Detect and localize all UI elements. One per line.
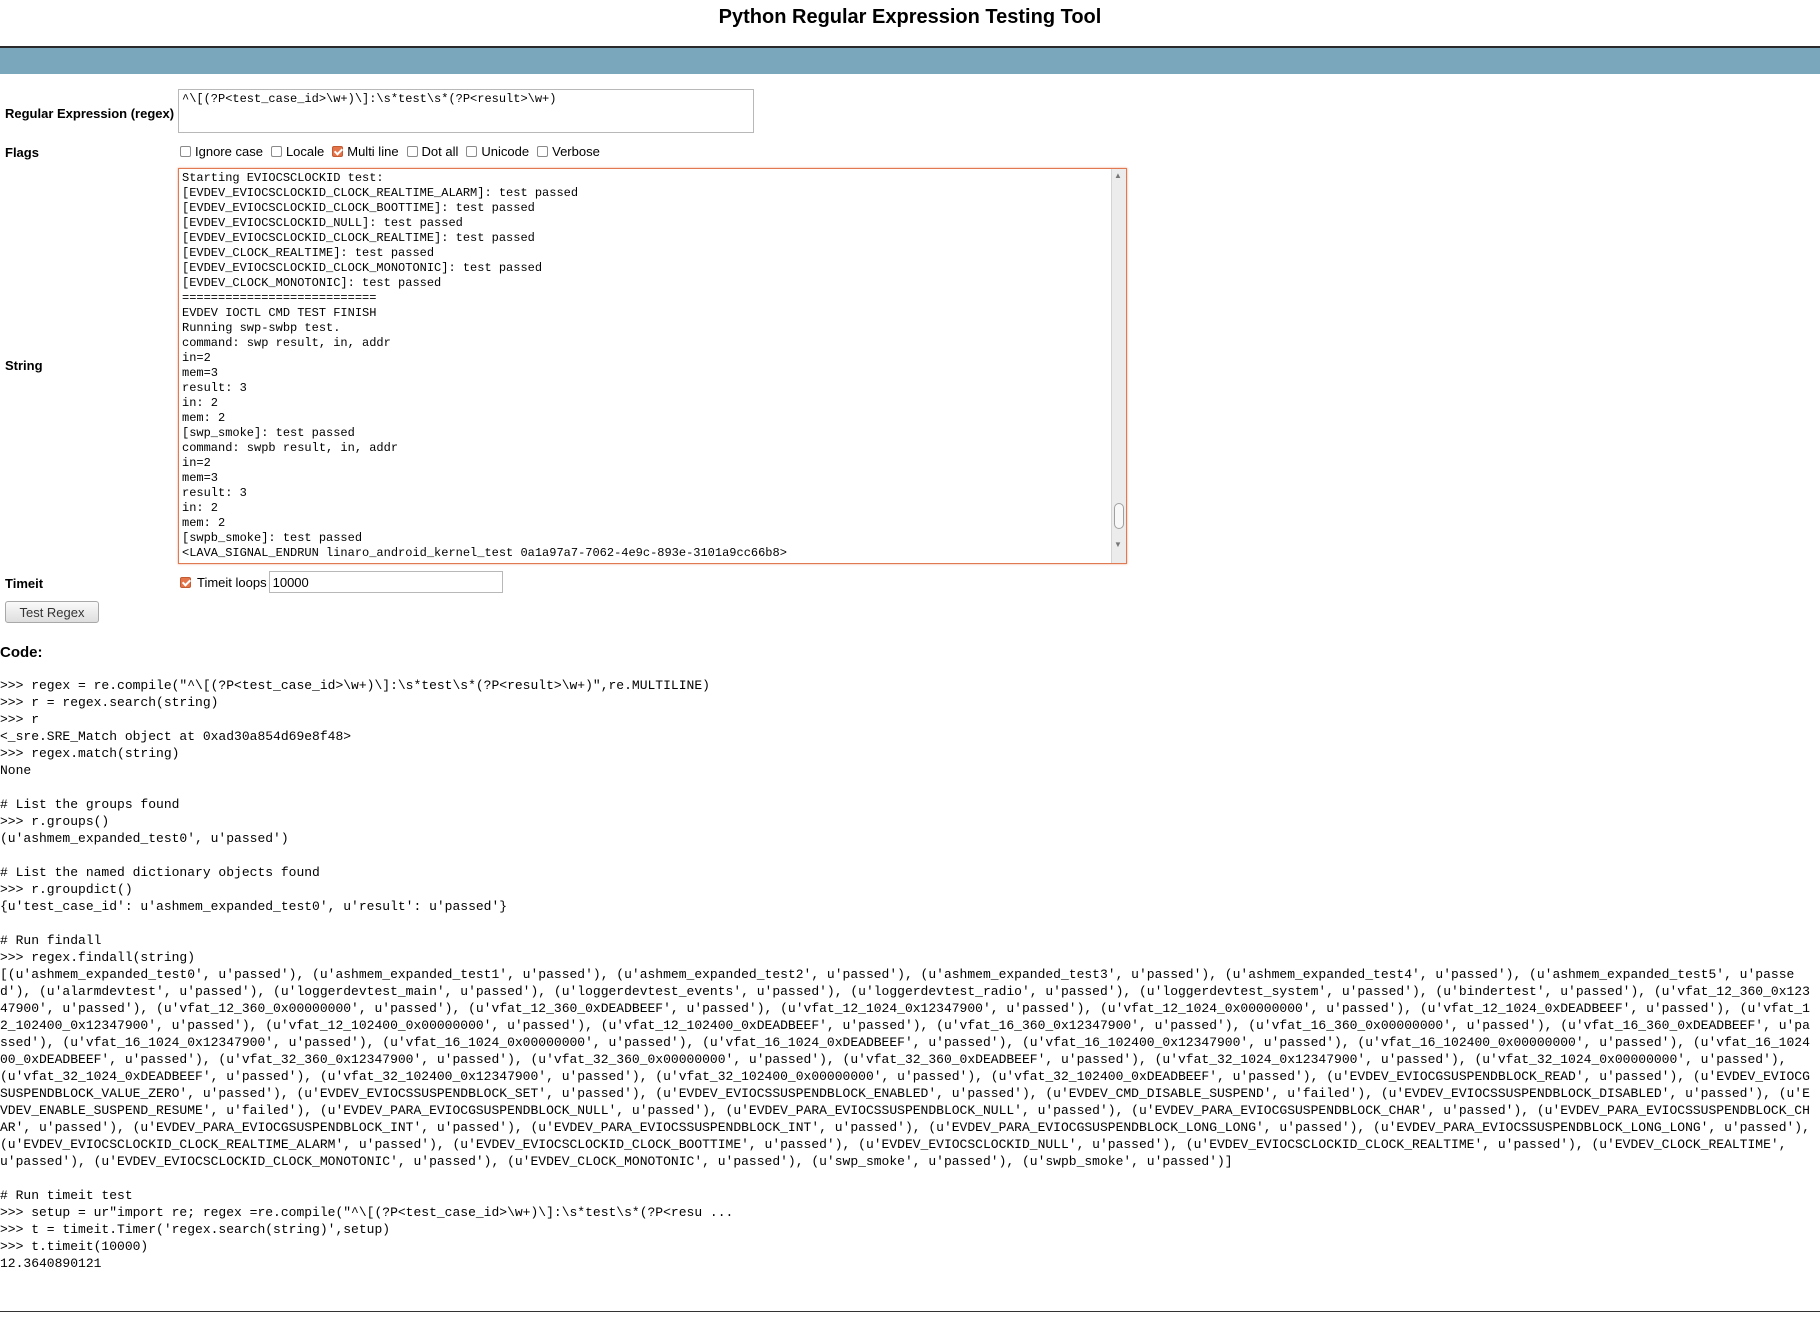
flag-label: Multi line xyxy=(347,144,399,159)
header-band xyxy=(0,48,1820,74)
timeit-label: Timeit xyxy=(5,576,44,591)
flags-label: Flags xyxy=(5,145,39,160)
page-title: Python Regular Expression Testing Tool xyxy=(718,6,1102,28)
flag-label: Ignore case xyxy=(195,144,263,159)
flag-verbose[interactable] xyxy=(537,144,600,159)
flag-label: Locale xyxy=(285,144,325,159)
checkbox-multi-line[interactable] xyxy=(332,146,343,157)
checkbox-dot-all[interactable] xyxy=(407,146,418,157)
string-textarea[interactable] xyxy=(178,168,1127,564)
scroll-down-icon[interactable]: ▼ xyxy=(1114,540,1122,549)
scrollbar-thumb[interactable] xyxy=(1114,503,1124,529)
flag-ignore-case[interactable] xyxy=(180,144,263,159)
string-scrollbar[interactable] xyxy=(1111,169,1126,563)
flags-group xyxy=(180,144,608,159)
scroll-up-icon[interactable]: ▲ xyxy=(1114,171,1122,180)
checkbox-locale[interactable] xyxy=(271,146,282,157)
timeit-loops-input[interactable] xyxy=(269,571,503,593)
timeit-checkbox[interactable] xyxy=(180,577,191,588)
checkbox-verbose[interactable] xyxy=(537,146,548,157)
code-output: >>> regex = re.compile("^\[(?P<test_case_id>\w+)\]:\s*test\s*(?P<result>\w+)",re.MULTILINE) >>> r = regex.search(string) >>> r <_sre.SRE_Match object at 0xad30a854d69e8f48> >>> regex.match(string) None # List the groups found >>> r.groups() (u'ashmem_expanded_test0', u'passed') # List the named dictionary objects found >>> r.groupdict() {u'test_case_id': u'ashmem_expanded_test0', u'result': u'passed'} # Run findall >>> regex.findall(string) [(u'ashmem_expanded_test0', u'passed'), (u'ashmem_expanded_test1', u'passed'), (u'ashmem_expanded_test2', u'passed'), (u'ashmem_expanded_test3', u'passed'), (u'ashmem_expanded_test4', u'passed'), (u'ashmem_expanded_test5', u'passed'), (u'alarmdevtest', u'passed'), (u'loggerdevtest_main', u'passed'), (u'loggerdevtest_events', u'passed'), (u'loggerdevtest_radio', u'passed'), (u'loggerdevtest_system', u'passed'), (u'bindertest', u'passed'), (u'vfat_12_360_0x12347900', u'passed'), (u'vfat_12_360_0x00000000', u'passed'), (u'vfat_12_360_0xDEADBEEF', u'passed'), (u'vfat_12_1024_0x12347900', u'passed'), (u'vfat_12_1024_0x00000000', u'passed'), (u'vfat_12_1024_0xDEADBEEF', u'passed'), (u'vfat_12_102400_0x12347900', u'passed'), (u'vfat_12_102400_0x00000000', u'passed'), (u'vfat_12_102400_0xDEADBEEF', u'passed'), (u'vfat_16_360_0x12347900', u'passed'), (u'vfat_16_360_0x00000000', u'passed'), (u'vfat_16_360_0xDEADBEEF', u'passed'), (u'vfat_16_1024_0x12347900', u'passed'), (u'vfat_16_1024_0x00000000', u'passed'), (u'vfat_16_1024_0xDEADBEEF', u'passed'), (u'vfat_16_102400_0x12347900', u'passed'), (u'vfat_16_102400_0x00000000', u'passed'), (u'vfat_16_102400_0xDEADBEEF', u'passed'), (u'vfat_32_360_0x12347900', u'passed'), (u'vfat_32_360_0x00000000', u'passed'), (u'vfat_32_360_0xDEADBEEF', u'passed'), (u'vfat_32_1024_0x12347900', u'passed'), (u'vfat_32_1024_0x00000000', u'passed'), (u'vfat_32_1024_0xDEADBEEF', u'passed'), (u'vfat_32_102400_0x12347900', u'passed'), (u'vfat_32_102400_0x00000000', u'passed'), (u'vfat_32_102400_0xDEADBEEF', u'passed'), (u'EVDEV_EVIOCGSUSPENDBLOCK_READ', u'passed'), (u'EVDEV_EVIOCGSUSPENDBLOCK_VALUE_ZERO', u'passed'), (u'EVDEV_EVIOCSSUSPENDBLOCK_SET', u'passed'), (u'EVDEV_EVIOCSSUSPENDBLOCK_ENABLED', u'passed'), (u'EVDEV_CMD_DISABLE_SUSPEND', u'failed'), (u'EVDEV_EVIOCSSUSPENDBLOCK_DISABLED', u'passed'), (u'EVDEV_ENABLE_SUSPEND_RESUME', u'failed'), (u'EVDEV_PARA_EVIOCGSUSPENDBLOCK_NULL', u'passed'), (u'EVDEV_PARA_EVIOCSSUSPENDBLOCK_NULL', u'passed'), (u'EVDEV_PARA_EVIOCGSUSPENDBLOCK_CHAR', u'passed'), (u'EVDEV_PARA_EVIOCSSUSPENDBLOCK_CHAR', u'passed'), (u'EVDEV_PARA_EVIOCGSUSPENDBLOCK_INT', u'passed'), (u'EVDEV_PARA_EVIOCSSUSPENDBLOCK_INT', u'passed'), (u'EVDEV_PARA_EVIOCGSUSPENDBLOCK_LONG_LONG', u'passed'), (u'EVDEV_PARA_EVIOCSSUSPENDBLOCK_LONG_LONG', u'passed'), (u'EVDEV_EVIOCSCLOCKID_CLOCK_REALTIME_ALARM', u'passed'), (u'EVDEV_EVIOCSCLOCKID_CLOCK_BOOTTIME', u'passed'), (u'EVDEV_EVIOCSCLOCKID_NULL', u'passed'), (u'EVDEV_EVIOCSCLOCKID_CLOCK_REALTIME', u'passed'), (u'EVDEV_CLOCK_REALTIME', u'passed'), (u'EVDEV_EVIOCSCLOCKID_CLOCK_MONOTONIC', u'passed'), (u'EVDEV_CLOCK_MONOTONIC', u'passed'), (u'swp_smoke', u'passed'), (u'swpb_smoke', u'passed')] # Run timeit test >>> setup = ur"import re; regex =re.compile("^\[(?P<test_case_id>\w+)\]:\s*test\s*(?P<resu ... >>> t = timeit.Timer('regex.search(string)',setup) >>> t.timeit(10000) 12.3640890121 xyxy=(0,678,1810,1271)
test-regex-button[interactable]: Test Regex xyxy=(5,601,99,623)
regex-label: Regular Expression (regex) xyxy=(5,106,175,121)
flag-label: Dot all xyxy=(421,144,459,159)
regex-input[interactable]: ^\[(?P<test_case_id>\w+)\]:\s*test\s*(?P<result>\w+) xyxy=(178,89,754,133)
code-heading: Code: xyxy=(0,644,43,661)
string-label: String xyxy=(5,358,43,373)
string-textarea-content: Starting EVIOCSCLOCKID test: [EVDEV_EVIOCSCLOCKID_CLOCK_REALTIME_ALARM]: test passed [EVDEV_EVIOCSCLOCKID_CLOCK_BOOTTIME]: test passed [EVDEV_EVIOCSCLOCKID_NULL]: test passed [EVDEV_EVIOCSCLOCKID_CLOCK_REALTIME]: test passed [EVDEV_CLOCK_REALTIME]: test passed [EVDEV_EVIOCSCLOCKID_CLOCK_MONOTONIC]: test passed [EVDEV_CLOCK_MONOTONIC]: test passed =========================== EVDEV IOCTL CMD TEST FINISH Running swp-swbp test. command: swp result, in, addr in=2 mem=3 result: 3 in: 2 mem: 2 [swp_smoke]: test passed command: swpb result, in, addr in=2 mem=3 result: 3 in: 2 mem: 2 [swpb_smoke]: test passed <LAVA_SIGNAL_ENDRUN linaro_android_kernel_test 0a1a97a7-7062-4e9c-893e-3101a9cc66b8> xyxy=(182,171,787,560)
checkbox-unicode[interactable] xyxy=(466,146,477,157)
flag-dot-all[interactable] xyxy=(407,144,459,159)
footer-divider xyxy=(0,1311,1820,1312)
flag-locale[interactable] xyxy=(271,144,324,159)
checkbox-ignore-case[interactable] xyxy=(180,146,191,157)
flag-label: Unicode xyxy=(481,144,530,159)
timeit-row xyxy=(180,571,503,593)
flag-unicode[interactable] xyxy=(466,144,529,159)
timeit-loops-label: Timeit loops xyxy=(197,574,267,590)
flag-multi-line[interactable] xyxy=(332,144,398,159)
flag-label: Verbose xyxy=(552,144,600,159)
